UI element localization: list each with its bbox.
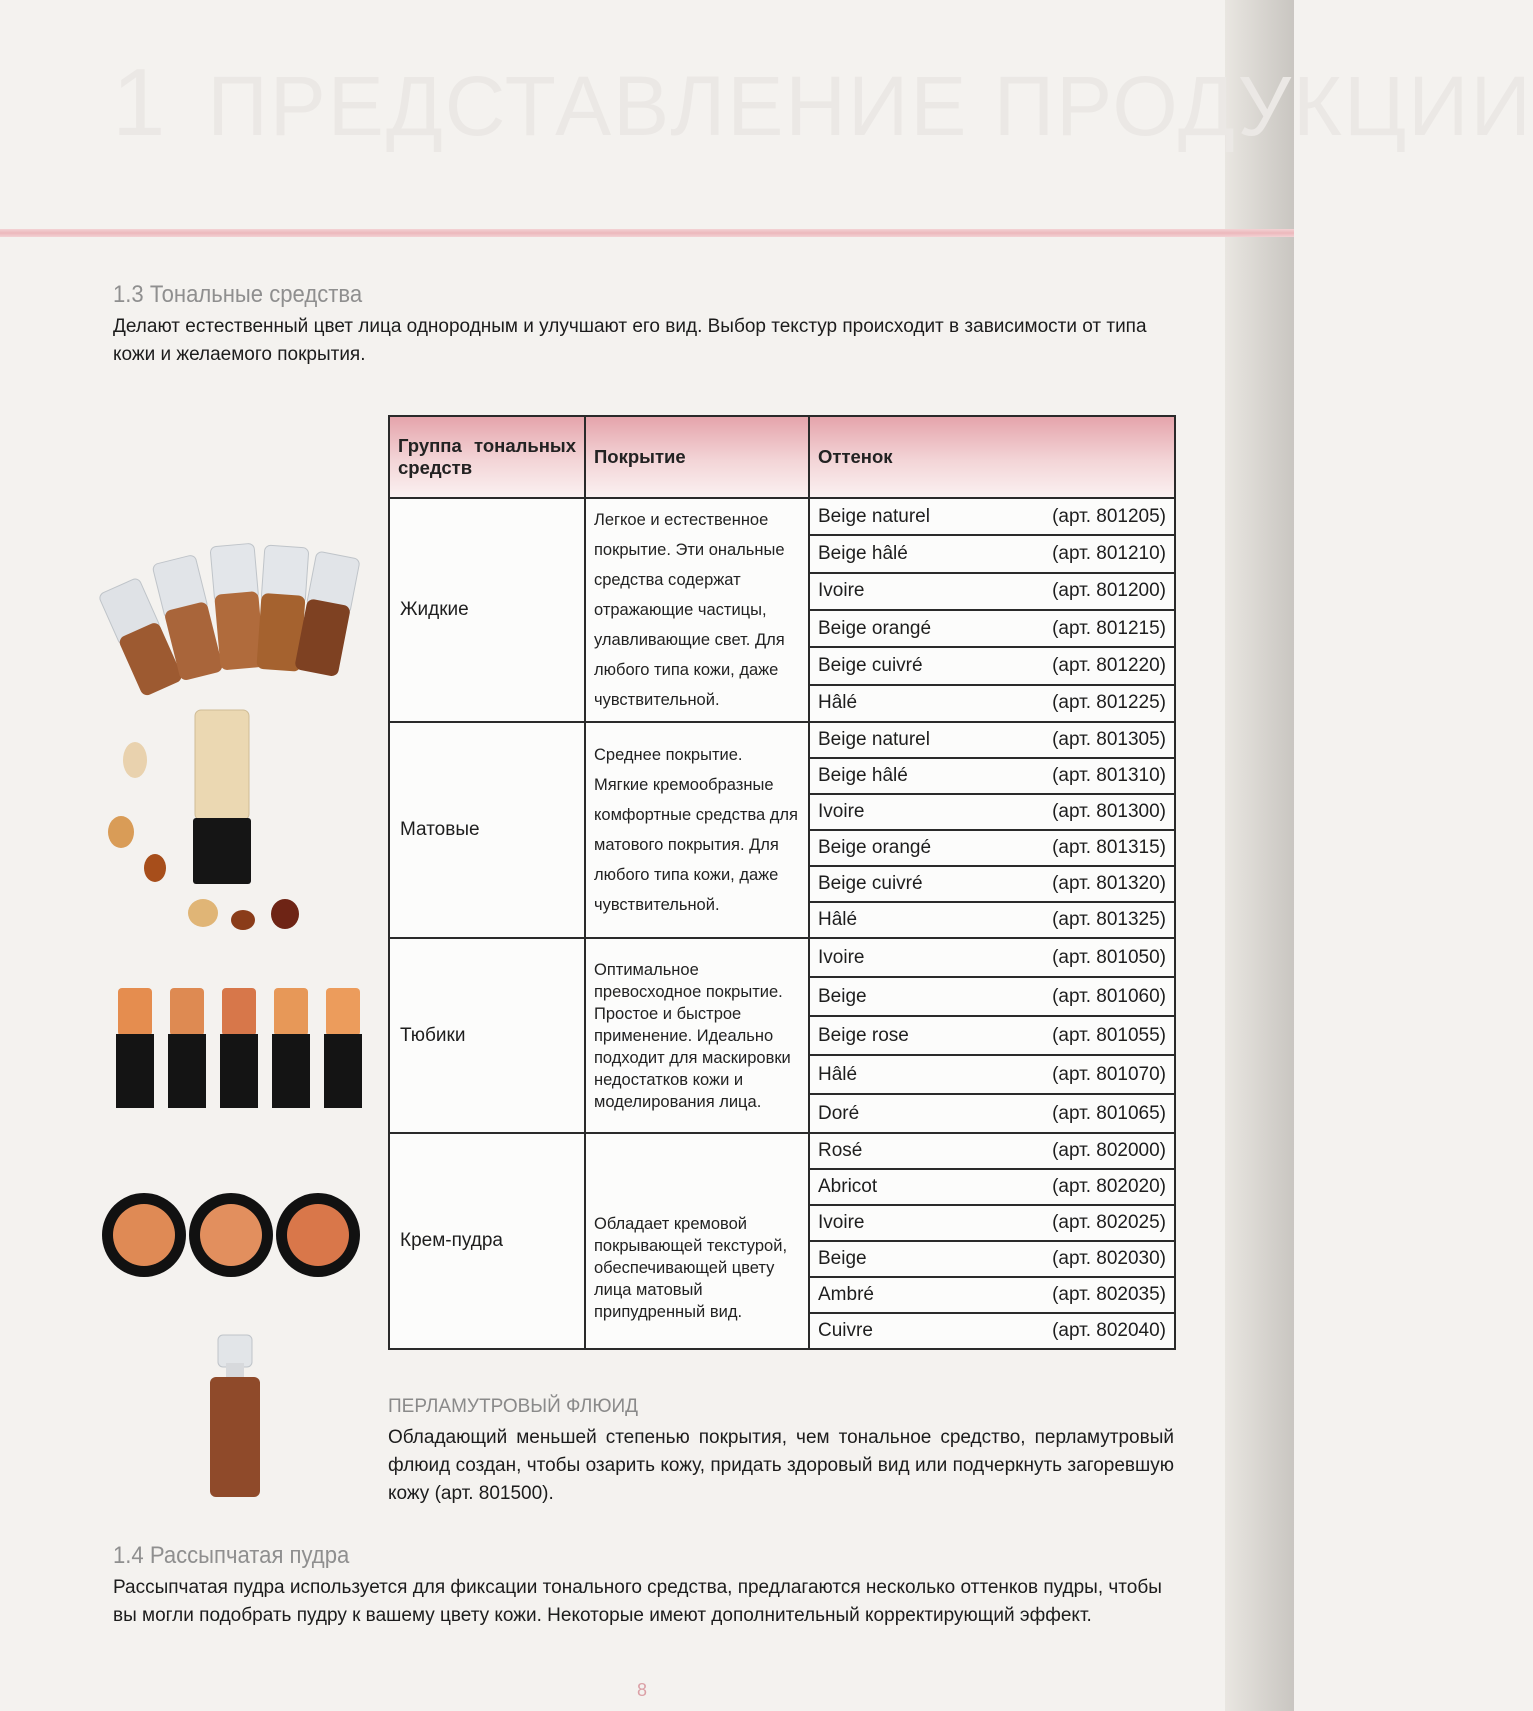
table-row bbox=[389, 722, 1175, 758]
group-coverage: Оптимальное превосходное покрытие. Простое и быстрое применение. Идеально подходит для маскировки недостатков кожи и моделирования лица. bbox=[585, 938, 809, 1133]
group-name: Матовые bbox=[389, 722, 585, 938]
group-name: Тюбики bbox=[389, 938, 585, 1133]
shade-name: Beige cuivré bbox=[818, 873, 923, 894]
shade-name: Ivoire bbox=[818, 801, 865, 822]
shade-name: Beige hâlé bbox=[818, 765, 908, 786]
shade-article: (арт. 801215) bbox=[1052, 617, 1166, 639]
chapter-heading-faded bbox=[112, 48, 1533, 158]
shade-cell bbox=[809, 535, 1175, 572]
shade-article: (арт. 802000) bbox=[1052, 1140, 1166, 1161]
shade-article: (арт. 801055) bbox=[1052, 1024, 1166, 1046]
group-coverage: Обладает кремовой покрывающей текстурой, обеспечивающей цвету лица матовый припудренный вид. bbox=[585, 1133, 809, 1349]
shade-cell bbox=[809, 866, 1175, 902]
shade-article: (арт. 802025) bbox=[1052, 1212, 1166, 1233]
shade-name: Hâlé bbox=[818, 1063, 858, 1085]
shade-name: Beige naturel bbox=[818, 505, 930, 527]
shade-cell bbox=[809, 573, 1175, 610]
table-row bbox=[389, 938, 1175, 977]
pearl-fluid-title: ПЕРЛАМУТРОВЫЙ ФЛЮИД bbox=[388, 1396, 639, 1417]
shade-cell bbox=[809, 830, 1175, 866]
shade-cell bbox=[809, 647, 1175, 684]
header-coverage: Покрытие bbox=[585, 416, 809, 498]
shade-name: Beige orangé bbox=[818, 617, 932, 639]
section-1-4-text: Рассыпчатая пудра используется для фиксации тонального средства, предлагаются несколько оттенков пудры, чтобы вы могли подобрать пудру к вашему цвету кожи. Некоторые имеют дополнительный корректирующий эффект. bbox=[113, 1577, 1162, 1626]
cream-powder-compacts-image bbox=[100, 1185, 370, 1280]
shade-name: Hâlé bbox=[818, 692, 858, 714]
shade-name: Doré bbox=[818, 1102, 860, 1124]
section-1-3-title: 1.3 Тональные средства bbox=[113, 281, 363, 308]
shade-name: Ivoire bbox=[818, 946, 865, 968]
shade-article: (арт. 801060) bbox=[1052, 985, 1166, 1007]
shade-article: (арт. 801300) bbox=[1052, 801, 1166, 822]
page-number: 8 bbox=[637, 1680, 648, 1700]
matte-foundation-tube-image bbox=[95, 700, 335, 930]
shade-name: Ivoire bbox=[818, 580, 865, 602]
foundation-shades-table bbox=[388, 415, 1176, 1350]
page-edge-shadow bbox=[1225, 0, 1294, 1711]
shade-article: (арт. 801200) bbox=[1052, 580, 1166, 602]
shade-article: (арт. 801205) bbox=[1052, 505, 1166, 527]
shade-article: (арт. 801065) bbox=[1052, 1102, 1166, 1124]
section-1-4-title: 1.4 Рассыпчатая пудра bbox=[113, 1542, 350, 1569]
shade-article: (арт. 802040) bbox=[1052, 1320, 1166, 1341]
shade-article: (арт. 802035) bbox=[1052, 1284, 1166, 1305]
chapter-title: ПРЕДСТАВЛЕНИЕ ПРОДУКЦИИ bbox=[207, 59, 1533, 153]
shade-cell bbox=[809, 1205, 1175, 1241]
section-1-3-text: Делают естественный цвет лица однородным и улучшают его вид. Выбор текстур происходит в зависимости от типа кожи и желаемого покрытия. bbox=[113, 316, 1147, 365]
group-name: Жидкие bbox=[389, 498, 585, 722]
shade-name: Beige bbox=[818, 985, 867, 1007]
shade-cell bbox=[809, 1016, 1175, 1055]
shade-cell bbox=[809, 902, 1175, 938]
shade-cell bbox=[809, 722, 1175, 758]
pearl-fluid-text: Обладающий меньшей степенью покрытия, чем тональное средство, перламутровый флюид создан, чтобы озарить кожу, придать здоровый вид или подчеркнуть загоревшую кожу (арт. 801500). bbox=[388, 1427, 1174, 1504]
shade-cell bbox=[809, 1241, 1175, 1277]
shade-cell bbox=[809, 610, 1175, 647]
shade-cell bbox=[809, 498, 1175, 535]
shade-name: Beige naturel bbox=[818, 729, 930, 750]
shade-cell bbox=[809, 1277, 1175, 1313]
shade-name: Abricot bbox=[818, 1176, 878, 1197]
pearl-fluid-bottle-image bbox=[200, 1335, 270, 1500]
chapter-number: 1 bbox=[112, 49, 168, 156]
shade-cell bbox=[809, 685, 1175, 722]
shade-name: Rosé bbox=[818, 1140, 863, 1161]
shade-cell bbox=[809, 1094, 1175, 1133]
shade-article: (арт. 801225) bbox=[1052, 692, 1166, 714]
header-divider bbox=[0, 229, 1294, 237]
shade-name: Beige orangé bbox=[818, 837, 932, 858]
shade-name: Beige bbox=[818, 1248, 867, 1269]
shade-name: Beige cuivré bbox=[818, 654, 923, 676]
table-header-row bbox=[389, 416, 1175, 498]
shade-article: (арт. 801305) bbox=[1052, 729, 1166, 750]
shade-name: Hâlé bbox=[818, 909, 858, 930]
shade-article: (арт. 802030) bbox=[1052, 1248, 1166, 1269]
shade-article: (арт. 801220) bbox=[1052, 654, 1166, 676]
shade-article: (арт. 801050) bbox=[1052, 946, 1166, 968]
group-coverage: Среднее покрытие. Мягкие кремообразные комфортные средства для матового покрытия. Для любого типа кожи, даже чувствительной. bbox=[585, 722, 809, 938]
shade-cell bbox=[809, 1055, 1175, 1094]
shade-cell bbox=[809, 758, 1175, 794]
foundation-stick-image bbox=[110, 988, 370, 1113]
shade-cell bbox=[809, 794, 1175, 830]
shade-article: (арт. 801315) bbox=[1052, 837, 1166, 858]
shade-name: Beige rose bbox=[818, 1024, 909, 1046]
group-name: Крем-пудра bbox=[389, 1133, 585, 1349]
shade-cell bbox=[809, 1313, 1175, 1349]
group-coverage: Легкое и естественное покрытие. Эти ональные средства содержат отражающие частицы, улавливающие свет. Для любого типа кожи, даже чувствительной. bbox=[585, 498, 809, 722]
table-row bbox=[389, 1133, 1175, 1169]
shade-article: (арт. 801325) bbox=[1052, 909, 1166, 930]
shade-name: Beige hâlé bbox=[818, 542, 908, 564]
shade-cell bbox=[809, 1133, 1175, 1169]
liquid-foundation-bottles-image bbox=[60, 515, 380, 715]
shade-cell bbox=[809, 977, 1175, 1016]
shade-cell bbox=[809, 938, 1175, 977]
header-group: Группа тональных средств bbox=[389, 416, 585, 498]
shade-name: Cuivre bbox=[818, 1320, 873, 1341]
table-row bbox=[389, 498, 1175, 535]
shade-article: (арт. 801310) bbox=[1052, 765, 1166, 786]
header-shade: Оттенок bbox=[809, 416, 1175, 498]
shade-article: (арт. 801070) bbox=[1052, 1063, 1166, 1085]
shade-article: (арт. 801320) bbox=[1052, 873, 1166, 894]
shade-article: (арт. 801210) bbox=[1052, 542, 1166, 564]
shade-cell bbox=[809, 1169, 1175, 1205]
shade-name: Ivoire bbox=[818, 1212, 865, 1233]
shade-article: (арт. 802020) bbox=[1052, 1176, 1166, 1197]
shade-name: Ambré bbox=[818, 1284, 874, 1305]
